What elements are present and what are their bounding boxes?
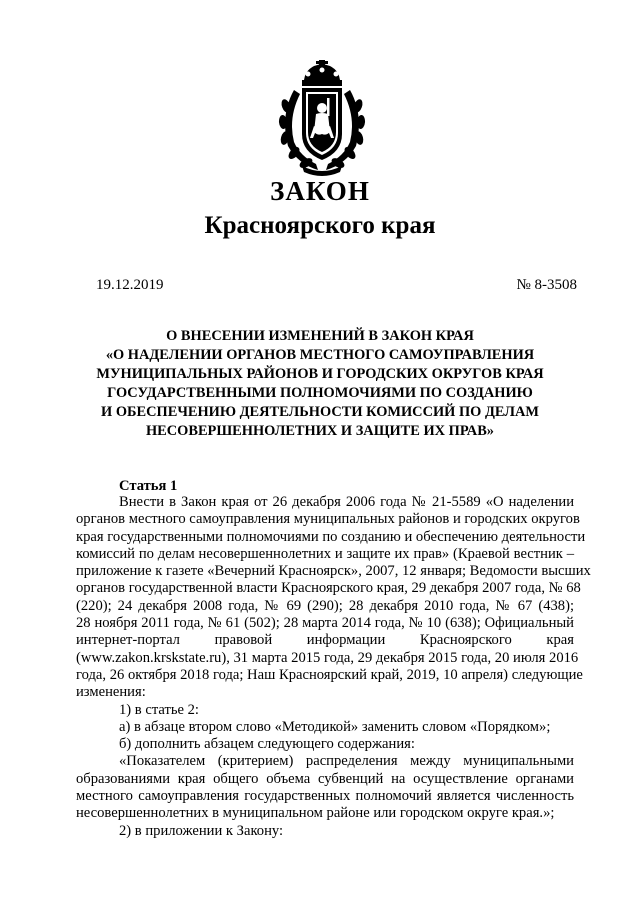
article-title: Статья 1 bbox=[119, 478, 178, 494]
document-title: ЗАКОН bbox=[270, 176, 370, 206]
quoted-paragraph-line: местного самоуправления государственных полномочий является численность bbox=[76, 788, 574, 805]
list-item: б) дополнить абзацем следующего содержания: bbox=[119, 736, 415, 753]
article-body bbox=[76, 494, 591, 840]
paragraph-line: изменения: bbox=[76, 684, 146, 701]
paragraph-line: органов местного самоуправления муниципальных районов и городских округов bbox=[76, 511, 580, 528]
coat-of-arms-icon bbox=[272, 60, 372, 180]
paragraph-word: интернет-портал bbox=[76, 632, 180, 649]
paragraph-word: информации bbox=[306, 632, 386, 649]
list-item: 1) в статье 2: bbox=[119, 701, 199, 718]
heading-line: «О НАДЕЛЕНИИ ОРГАНОВ МЕСТНОГО САМОУПРАВЛЕНИЯ bbox=[105, 347, 535, 363]
paragraph-word: края bbox=[546, 632, 574, 649]
paragraph-line: года, 26 октября 2018 года; Наш Красноярский край, 2019, 10 апреля) следующие bbox=[76, 666, 583, 683]
heading-line: О ВНЕСЕНИИ ИЗМЕНЕНИЙ В ЗАКОН КРАЯ bbox=[166, 328, 474, 344]
heading-line: И ОБЕСПЕЧЕНИЮ ДЕЯТЕЛЬНОСТИ КОМИССИЙ ПО ДЕЛАМ bbox=[101, 404, 539, 420]
paragraph-line: (220); 24 декабря 2008 года, № 69 (290); 28 декабря 2010 года, № 67 (438); bbox=[76, 597, 574, 614]
list-item: 2) в приложении к Закону: bbox=[119, 822, 284, 839]
law-number: № 8-3508 bbox=[516, 277, 577, 293]
law-heading bbox=[70, 327, 570, 441]
list-item: а) в абзаце втором слово «Методикой» заменить словом «Порядком»; bbox=[119, 718, 551, 735]
paragraph-word: Красноярского bbox=[419, 632, 512, 649]
paragraph-line: комиссий по делам несовершеннолетних и защите их прав» (Краевой вестник – bbox=[76, 545, 574, 562]
paragraph-line: органов государственной власти Красноярского края, 29 декабря 2007 года, № 68 bbox=[76, 580, 581, 597]
heading-line: МУНИЦИПАЛЬНЫХ РАЙОНОВ И ГОРОДСКИХ ОКРУГОВ КРАЯ bbox=[96, 366, 544, 382]
paragraph-line bbox=[76, 632, 574, 649]
heading-line: НЕСОВЕРШЕННОЛЕТНИХ И ЗАЩИТЕ ИХ ПРАВ» bbox=[145, 423, 494, 439]
paragraph-line: Внести в Закон края от 26 декабря 2006 года № 21-5589 «О наделении bbox=[119, 494, 574, 510]
heading-line: ГОСУДАРСТВЕННЫМИ ПОЛНОМОЧИЯМИ ПО СОЗДАНИЮ bbox=[107, 385, 533, 401]
document-subtitle: Красноярского края bbox=[204, 212, 436, 239]
paragraph-line: приложение к газете «Вечерний Красноярск», 2007, 12 января; Ведомости высших bbox=[76, 563, 591, 580]
paragraph-line: 28 ноября 2011 года, № 61 (502); 28 марта 2014 года, № 10 (638); Официальный bbox=[76, 615, 574, 632]
paragraph-line: (www.zakon.krskstate.ru), 31 марта 2015 года, 29 декабря 2015 года, 20 июля 2016 bbox=[76, 649, 579, 666]
law-date: 19.12.2019 bbox=[96, 277, 164, 293]
paragraph-line: края государственными полномочиями по созданию и обеспечению деятельности bbox=[76, 528, 586, 545]
quoted-paragraph-line: образованиями края общего объема субвенций на осуществление органами bbox=[76, 770, 574, 787]
quoted-paragraph-line: «Показателем (критерием) распределения между муниципальными bbox=[119, 753, 574, 770]
quoted-paragraph-line: несовершеннолетних в муниципальном районе или городском округе края.»; bbox=[76, 805, 555, 822]
paragraph-word: правовой bbox=[214, 632, 273, 649]
